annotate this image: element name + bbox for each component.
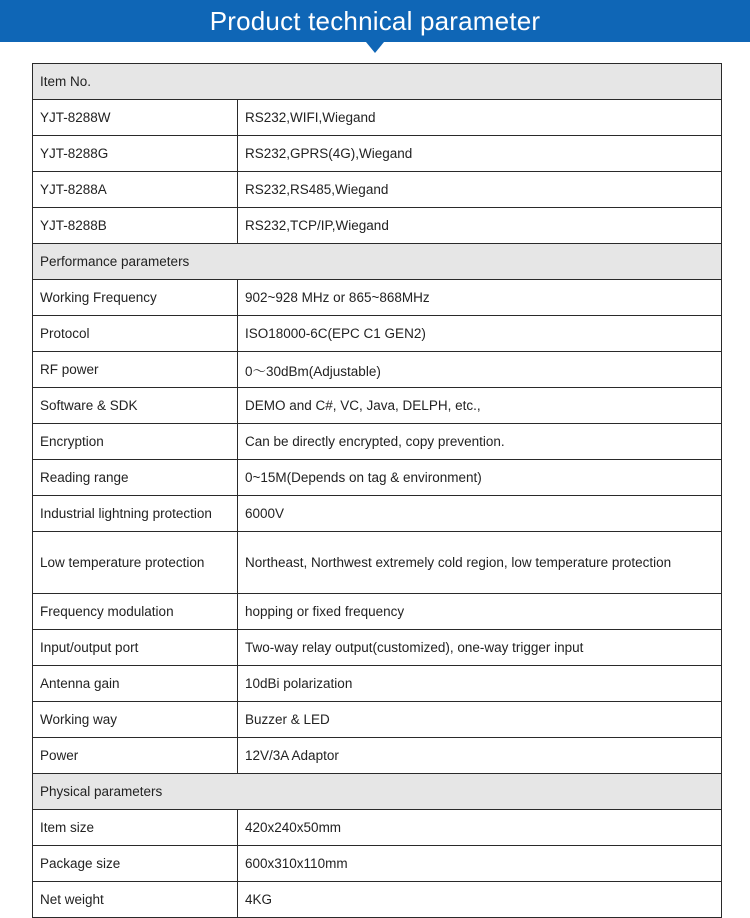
table-row	[33, 594, 722, 630]
row-label: YJT-8288W	[33, 100, 238, 136]
section-title: Physical parameters	[33, 774, 722, 810]
table-row	[33, 810, 722, 846]
row-label: YJT-8288G	[33, 136, 238, 172]
row-value: hopping or fixed frequency	[238, 594, 722, 630]
table-row	[33, 100, 722, 136]
row-value: Can be directly encrypted, copy prevention.	[238, 424, 722, 460]
table-row	[33, 702, 722, 738]
row-value: Northeast, Northwest extremely cold region, low temperature protection	[238, 532, 722, 594]
table-row	[33, 738, 722, 774]
row-value: 10dBi polarization	[238, 666, 722, 702]
page-title: Product technical parameter	[209, 6, 541, 36]
row-label: Frequency modulation	[33, 594, 238, 630]
section-header-physical	[33, 774, 722, 810]
row-value: RS232,RS485,Wiegand	[238, 172, 722, 208]
title-banner	[0, 0, 750, 42]
row-label: Working way	[33, 702, 238, 738]
table-row	[33, 532, 722, 594]
row-label: Software & SDK	[33, 388, 238, 424]
table-row	[33, 280, 722, 316]
row-label: YJT-8288B	[33, 208, 238, 244]
row-label: RF power	[33, 352, 238, 388]
section-header-performance	[33, 244, 722, 280]
row-value: 6000V	[238, 496, 722, 532]
table-row	[33, 424, 722, 460]
section-title: Performance parameters	[33, 244, 722, 280]
table-row	[33, 846, 722, 882]
table-row	[33, 208, 722, 244]
row-value: RS232,GPRS(4G),Wiegand	[238, 136, 722, 172]
row-value: Buzzer & LED	[238, 702, 722, 738]
table-row	[33, 172, 722, 208]
row-label: Antenna gain	[33, 666, 238, 702]
row-label: YJT-8288A	[33, 172, 238, 208]
row-value: 902~928 MHz or 865~868MHz	[238, 280, 722, 316]
section-header-item-no	[33, 64, 722, 100]
row-value: RS232,WIFI,Wiegand	[238, 100, 722, 136]
table-row	[33, 496, 722, 532]
row-value: 600x310x110mm	[238, 846, 722, 882]
row-value: DEMO and C#, VC, Java, DELPH, etc.,	[238, 388, 722, 424]
row-value: 12V/3A Adaptor	[238, 738, 722, 774]
table-row	[33, 666, 722, 702]
row-value: 420x240x50mm	[238, 810, 722, 846]
row-label: Power	[33, 738, 238, 774]
row-label: Net weight	[33, 882, 238, 918]
row-label: Industrial lightning protection	[33, 496, 238, 532]
row-label: Protocol	[33, 316, 238, 352]
row-label: Input/output port	[33, 630, 238, 666]
row-label: Package size	[33, 846, 238, 882]
table-row	[33, 352, 722, 388]
row-value: Two-way relay output(customized), one-way trigger input	[238, 630, 722, 666]
row-value: ISO18000-6C(EPC C1 GEN2)	[238, 316, 722, 352]
row-label: Reading range	[33, 460, 238, 496]
table-row	[33, 630, 722, 666]
row-label: Encryption	[33, 424, 238, 460]
table-row	[33, 316, 722, 352]
row-label: Working Frequency	[33, 280, 238, 316]
row-value: 4KG	[238, 882, 722, 918]
section-title: Item No.	[33, 64, 722, 100]
row-label: Item size	[33, 810, 238, 846]
table-row	[33, 388, 722, 424]
row-value: RS232,TCP/IP,Wiegand	[238, 208, 722, 244]
banner-pointer-arrow	[366, 42, 384, 53]
row-value: 0~15M(Depends on tag & environment)	[238, 460, 722, 496]
row-label: Low temperature protection	[33, 532, 238, 594]
spec-table	[32, 63, 722, 918]
table-row	[33, 882, 722, 918]
row-value: 0～30dBm(Adjustable)	[238, 352, 722, 388]
table-row	[33, 136, 722, 172]
table-row	[33, 460, 722, 496]
